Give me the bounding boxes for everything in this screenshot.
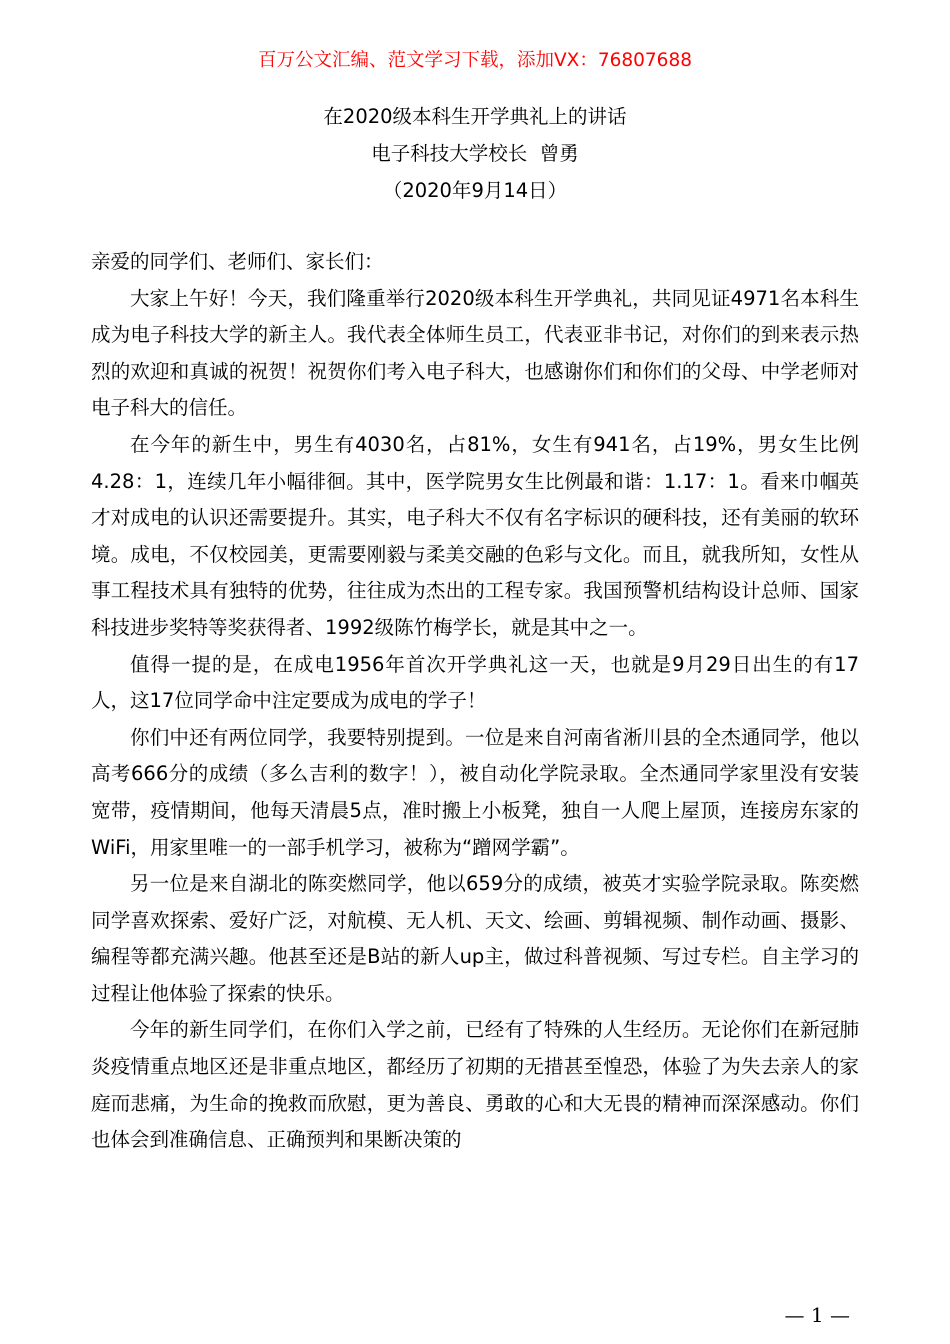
page-number: — 1 — bbox=[784, 1303, 850, 1327]
speech-author: 电子科技大学校长 曾勇 bbox=[371, 142, 579, 165]
paragraph: 今年的新生同学们，在你们入学之前，已经有了特殊的人生经历。无论你们在新冠肺炎疫情重点地区还是非重点地区，都经历了初期的无措甚至惶恐，体验了为失去亲人的家庭而悲痛，为生命的挽救而欣慰，更为善良、勇敢的心和大无畏的精神而深深感动。你们也体会到准确信息、正确预判和果断决策的 bbox=[91, 1018, 859, 1152]
speech-body bbox=[91, 244, 859, 1159]
greeting: 亲爱的同学们、老师们、家长们： bbox=[91, 250, 384, 273]
paragraph: 在今年的新生中，男生有4030名，占81%，女生有941名，占19%，男女生比例4.28：1，连续几年小幅徘徊。其中，医学院男女生比例最和谐：1.17：1。看来巾帼英才对成电的认识还需要提升。其实，电子科大不仅有名字标识的硬科技，还有美丽的软环境。成电，不仅校园美，更需要刚毅与柔美交融的色彩与文化。而且，就我所知，女性从事工程技术具有独特的优势，往往成为杰出的工程专家。我国预警机结构设计总师、国家科技进步奖特等奖获得者、1992级陈竹梅学长，就是其中之一。 bbox=[91, 432, 859, 639]
paragraph: 值得一提的是，在成电1956年首次开学典礼这一天，也就是9月29日出生的有17人，这17位同学命中注定要成为成电的学子！ bbox=[91, 652, 859, 713]
title-block bbox=[0, 98, 950, 209]
speech-date: （2020年9月14日） bbox=[382, 179, 568, 202]
paragraph: 你们中还有两位同学，我要特别提到。一位是来自河南省淅川县的全杰通同学，他以高考666分的成绩（多么吉利的数字！），被自动化学院录取。全杰通同学家里没有安装宽带，疫情期间，他每天清晨5点，准时搬上小板凳，独自一人爬上屋顶，连接房东家的WiFi，用家里唯一的一部手机学习，被称为“蹭网学霸”。 bbox=[91, 725, 859, 859]
paragraph: 大家上午好！今天，我们隆重举行2020级本科生开学典礼，共同见证4971名本科生成为电子科技大学的新主人。我代表全体师生员工，代表亚非书记，对你们的到来表示热烈的欢迎和真诚的祝贺！祝贺你们考入电子科大，也感谢你们和你们的父母、中学老师对电子科大的信任。 bbox=[91, 286, 859, 420]
watermark-banner: 百万公文汇编、范文学习下载，添加VX：76807688 bbox=[258, 50, 692, 71]
paragraph: 另一位是来自湖北的陈奕燃同学，他以659分的成绩，被英才实验学院录取。陈奕燃同学喜欢探索、爱好广泛，对航模、无人机、天文、绘画、剪辑视频、制作动画、摄影、编程等都充满兴趣。他甚至还是B站的新人up主，做过科普视频、写过专栏。自主学习的过程让他体验了探索的快乐。 bbox=[91, 872, 859, 1005]
speech-title: 在2020级本科生开学典礼上的讲话 bbox=[323, 105, 627, 128]
